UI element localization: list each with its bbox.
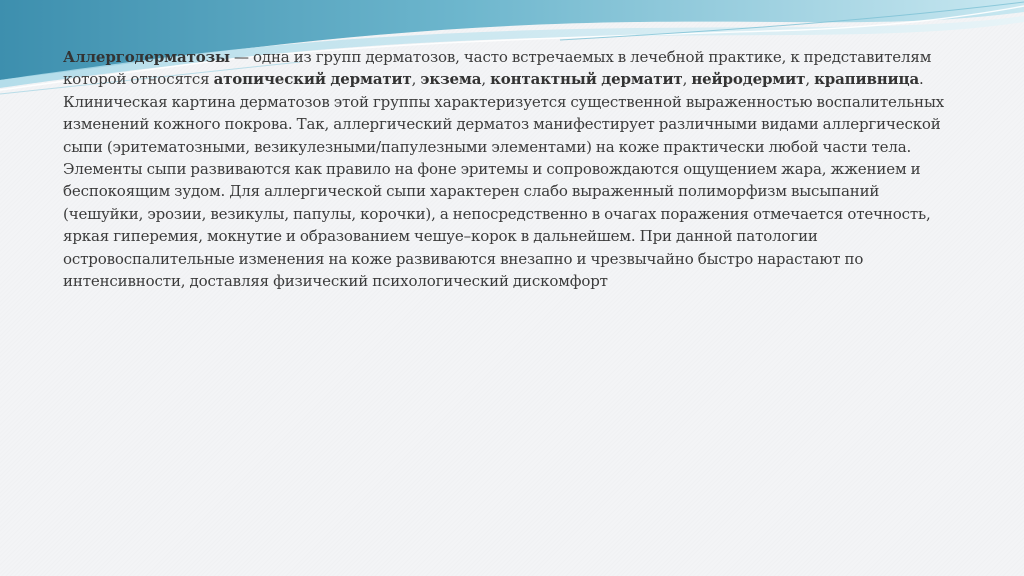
bold-term: экзема [420, 70, 482, 89]
bold-term: нейродермит [691, 70, 806, 89]
text-run: , [682, 70, 692, 89]
body-paragraph [63, 46, 963, 292]
text-run: — одна из групп дерматозов, часто встречаемых в лечебной практике, к представителям которой относятся [63, 48, 932, 89]
text-run: , [411, 70, 421, 89]
text-run: . Клиническая картина дерматозов этой группы характеризуется существенной выраженностью воспалительных изменений кожного покрова. Так, аллергический дерматоз манифестирует различными видами аллергической сыпи (эритематозными, везикулезными/папулезными элементами) на коже практически любой части тела. Элементы сыпи развиваются как правило на фоне эритемы и сопровождаются ощущением жара, жжением и беспокоящим зудом. Для аллергической сыпи характерен слабо выраженный полиморфизм высыпаний (чешуйки, эрозии, везикулы, папулы, корочки), а непосредственно в очагах поражения отмечается отечность, яркая гиперемия, мокнутие и образованием чешуе–корок в дальнейшем. При данной патологии островоспалительные изменения на коже развиваются внезапно и чрезвычайно быстро нарастают по интенсивности, доставляя физический психологический дискомфорт [63, 70, 945, 291]
bold-term: Аллергодерматозы [63, 48, 230, 66]
text-run: , [481, 70, 491, 89]
bold-term: атопический дерматит [213, 70, 412, 89]
bold-term: крапивница [814, 70, 920, 89]
text-run: , [805, 70, 815, 89]
bold-term: контактный дерматит [490, 70, 683, 89]
